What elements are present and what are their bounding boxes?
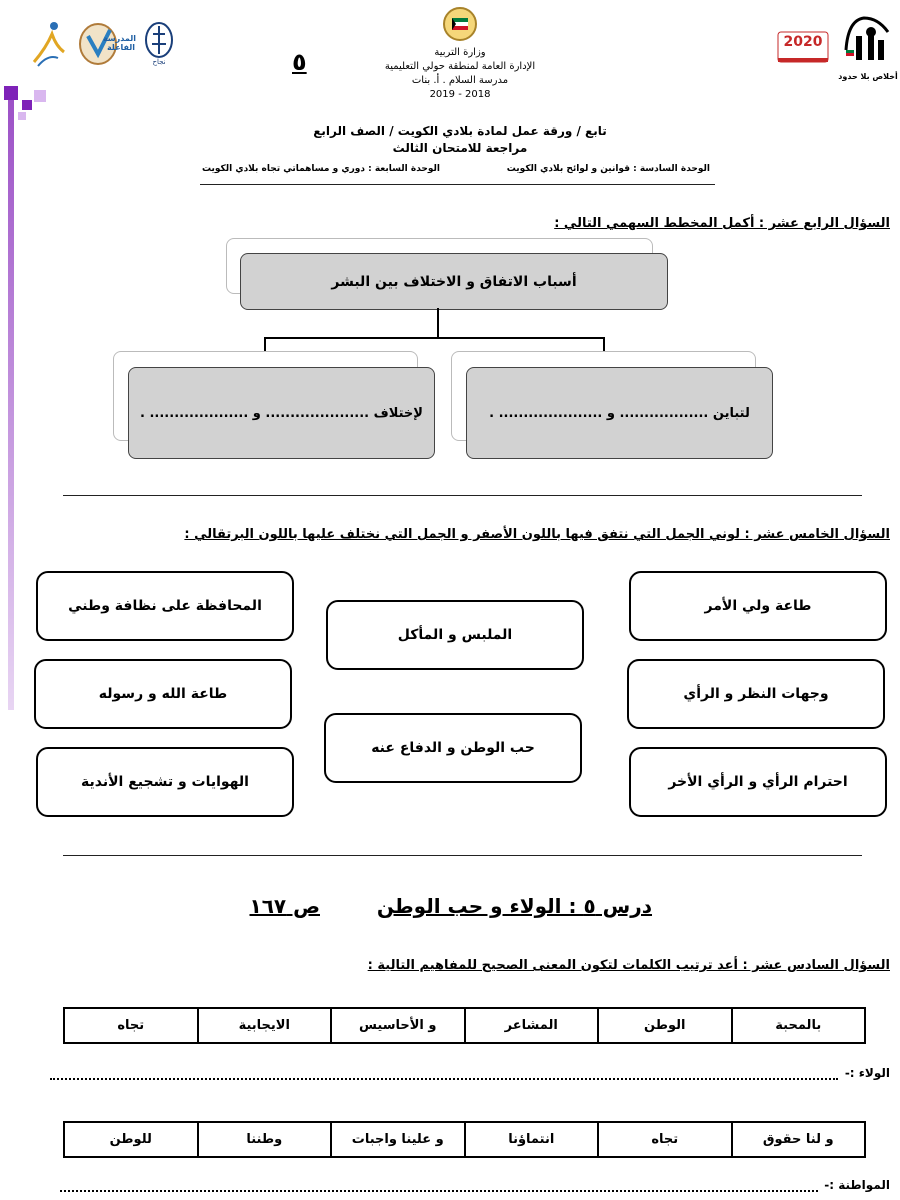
statement-box[interactable]: الهوايات و تشجيع الأندية xyxy=(36,747,294,817)
statement-box[interactable]: الملبس و المأكل xyxy=(326,600,584,670)
unit-seven: الوحدة السابعة : دوري و مساهماتي تجاه بلادي الكويت xyxy=(201,164,440,174)
word-cell: و لنا حقوق xyxy=(732,1122,866,1157)
left-branch-box[interactable]: لإختلاف ..................... و .................... . xyxy=(128,367,435,459)
word-table-1 xyxy=(63,1007,866,1044)
statement-box[interactable]: وجهات النظر و الرأي xyxy=(627,659,885,729)
loyalty-label: الولاء :- xyxy=(844,1066,890,1080)
school-year: 2018 - 2019 xyxy=(429,89,491,100)
effective-school-text: المدرسة الفاعلة xyxy=(102,34,136,52)
divider xyxy=(200,184,715,185)
word-cell: و الأحاسيس xyxy=(331,1008,465,1043)
statement-box[interactable]: المحافظة على نظافة وطني xyxy=(36,571,294,641)
decorative-square xyxy=(4,86,18,100)
effective-school-logo xyxy=(78,20,134,68)
statement-box[interactable]: احترام الرأي و الرأي الأخر xyxy=(629,747,887,817)
unit-six: الوحدة السادسة : قوانين و لوائح بلادي الكويت xyxy=(506,164,710,174)
vision-year-text: 2020 xyxy=(783,34,823,50)
decorative-square xyxy=(22,100,32,110)
school-name: مدرسة السلام . أ. بنات xyxy=(411,75,509,86)
logo-caption: أخلاص بلا حدود xyxy=(838,72,898,81)
emblem-caption: نجاح xyxy=(152,58,166,66)
question-16-title: السؤال السادس عشر : أعد ترتيب الكلمات لتكون المعنى الصحيح للمفاهيم التالية : xyxy=(367,958,890,973)
word-cell: تجاه xyxy=(598,1122,732,1157)
statement-box[interactable]: حب الوطن و الدفاع عنه xyxy=(324,713,582,783)
root-box: أسباب الاتفاق و الاختلاف بين البشر xyxy=(240,253,668,310)
word-cell: انتماؤنا xyxy=(465,1122,599,1157)
kuwait-emblem-icon xyxy=(440,6,480,42)
vision-2020-logo xyxy=(776,22,830,66)
question-14-title: السؤال الرابع عشر : أكمل المخطط السهمي التالي : xyxy=(554,216,890,231)
divider xyxy=(63,855,862,856)
lesson-page: ص ١٦٧ xyxy=(249,894,320,918)
ministry-name: وزارة التربية xyxy=(434,47,486,58)
header-info xyxy=(340,46,580,102)
lesson-title: درس ٥ : الولاء و حب الوطن xyxy=(376,894,652,918)
citizenship-answer-line[interactable] xyxy=(60,1190,818,1192)
word-cell: بالمحبة xyxy=(732,1008,866,1043)
word-table-2 xyxy=(63,1121,866,1158)
loyalty-answer-line[interactable] xyxy=(50,1078,838,1080)
citizenship-label: المواطنة :- xyxy=(824,1178,890,1192)
directorate-name: الإدارة العامة لمنطقة حولي التعليمية xyxy=(384,61,536,72)
kuwait-towers-logo xyxy=(838,10,898,81)
worksheet-line1: تابع / ورقة عمل لمادة بلادي الكويت / الصف الرابع xyxy=(313,124,607,138)
left-decorative-bar xyxy=(8,90,14,710)
right-branch-box[interactable]: لتباين .................. و ..................... . xyxy=(466,367,773,459)
question-15-title: السؤال الخامس عشر : لوني الجمل التي نتفق فيها باللون الأصفر و الجمل التي نختلف عليها باللون البرتقالي : xyxy=(184,527,890,542)
sports-figure-logo xyxy=(28,18,68,70)
word-cell: للوطن xyxy=(64,1122,198,1157)
word-cell: الايجابية xyxy=(198,1008,332,1043)
worksheet-line2: مراجعة للامتحان الثالث xyxy=(392,141,528,155)
decorative-square xyxy=(18,112,26,120)
word-cell: الوطن xyxy=(598,1008,732,1043)
word-cell: المشاعر xyxy=(465,1008,599,1043)
word-cell: تجاه xyxy=(64,1008,198,1043)
word-cell: وطننا xyxy=(198,1122,332,1157)
statement-box[interactable]: طاعة ولي الأمر xyxy=(629,571,887,641)
school-emblem-logo xyxy=(144,22,174,68)
decorative-square xyxy=(34,90,46,102)
connector-line xyxy=(264,337,605,339)
page-number: ٥ xyxy=(292,48,307,76)
statement-box[interactable]: طاعة الله و رسوله xyxy=(34,659,292,729)
connector-line xyxy=(437,308,439,338)
divider xyxy=(63,495,862,496)
word-cell: و علينا واجبات xyxy=(331,1122,465,1157)
